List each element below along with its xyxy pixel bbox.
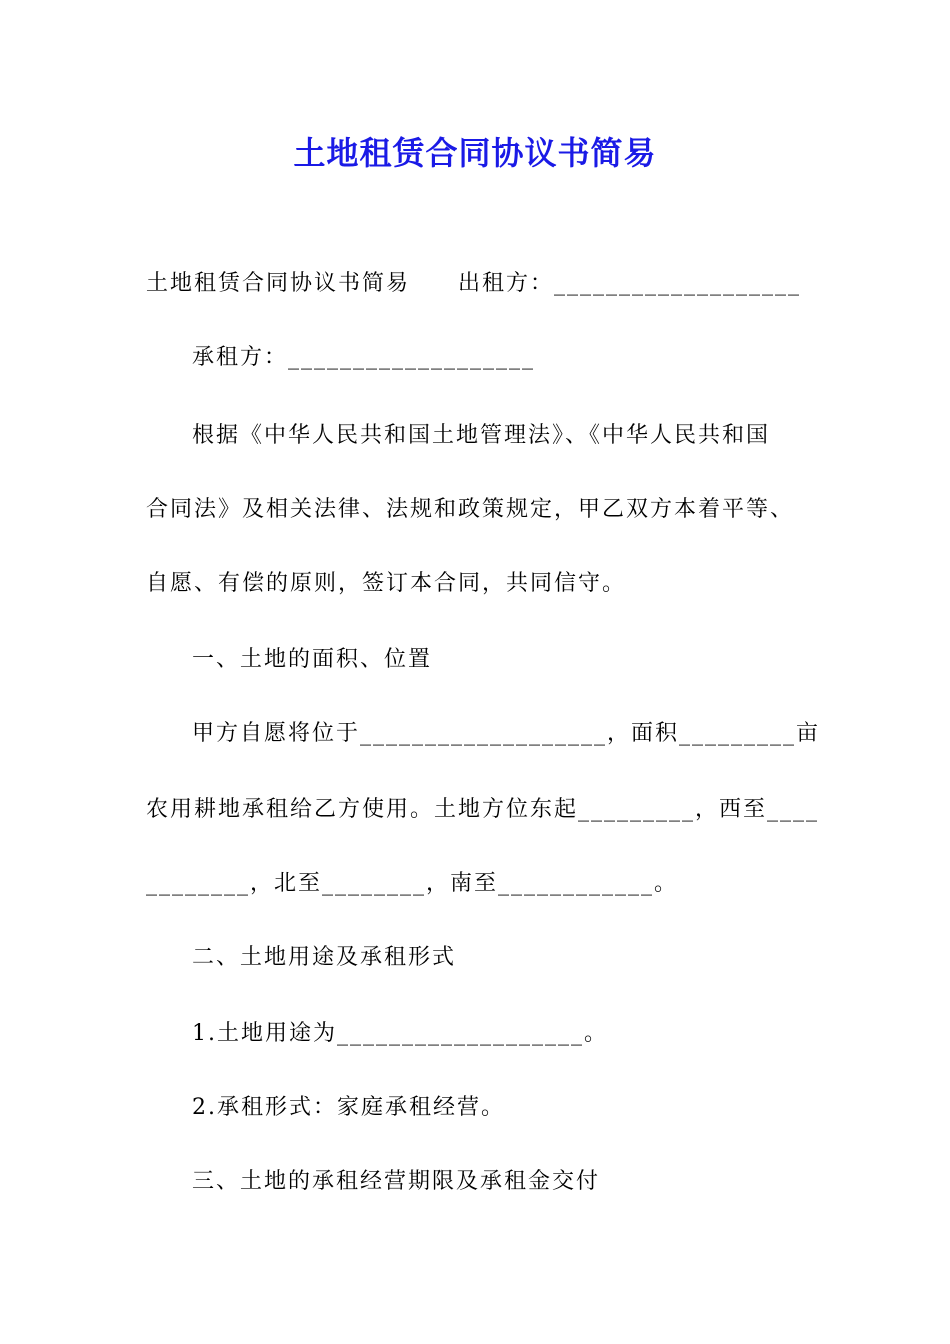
paragraph-line-1: 根据《中华人民共和国土地管理法》、《中华人民共和国 xyxy=(192,423,771,448)
lessor-field: 出租方：___________________ xyxy=(458,271,802,296)
section-heading-1: 一、土地的面积、位置 xyxy=(192,647,433,672)
doc-name-text: 土地租赁合同协议书简易 xyxy=(146,271,411,296)
paragraph-line-3: 自愿、有偿的原则，签订本合同，共同信守。 xyxy=(146,571,627,596)
section-heading-2: 二、土地用途及承租形式 xyxy=(192,945,457,970)
land-location-line-1: 甲方自愿将位于___________________，面积_________亩 xyxy=(192,721,821,746)
paragraph-line-2: 合同法》及相关法律、法规和政策规定，甲乙双方本着平等、 xyxy=(146,497,795,522)
land-location-line-2: 农用耕地承租给乙方使用。土地方位东起_________，西至____ xyxy=(146,797,820,822)
document-title: 土地租赁合同协议书简易 xyxy=(293,134,657,172)
land-use-item: 1.土地用途为___________________。 xyxy=(192,1021,608,1046)
lease-form-item: 2.承租形式：家庭承租经营。 xyxy=(192,1095,505,1120)
section-heading-3: 三、土地的承租经营期限及承租金交付 xyxy=(192,1169,601,1194)
intro-line xyxy=(146,268,806,300)
land-location-line-3: ________，北至________，南至____________。 xyxy=(146,871,679,896)
lessee-field: 承租方：___________________ xyxy=(192,345,536,370)
